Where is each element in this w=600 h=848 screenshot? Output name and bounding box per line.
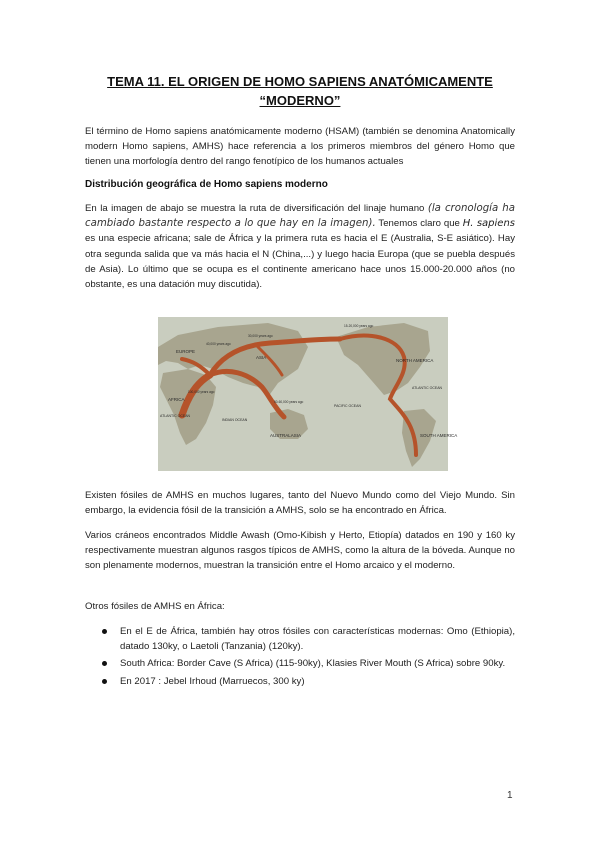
- dist-text-1: En la imagen de abajo se muestra la ruta de diversificación del linaje humano: [85, 203, 428, 214]
- label-asia: ASIA: [256, 355, 267, 360]
- label-australasia: AUSTRALASIA: [270, 433, 302, 438]
- label-south-america: SOUTH AMERICA: [420, 433, 458, 438]
- section-heading: Distribución geográfica de Homo sapiens moderno: [85, 179, 328, 190]
- title-line-2: “MODERNO”: [259, 93, 341, 108]
- document-title: [80, 72, 520, 110]
- bullet-item: [100, 656, 515, 671]
- species-name: H. sapiens: [462, 218, 515, 230]
- label-atlantic-right: ATLANTIC OCEAN: [412, 386, 443, 390]
- label-europe: EUROPE: [176, 349, 196, 354]
- fossils-paragraph: Existen fósiles de AMHS en muchos lugares, tanto del Nuevo Mundo como del Viejo Mundo. Sin embargo, la evidencia fósil de la transición a AMHS, solo se ha encontrado en África.: [85, 490, 515, 517]
- date-30k: 30,000 years ago: [248, 334, 273, 338]
- dist-text-3: es una especie africana; sale de África y la primera ruta es hacia el E (Australia, S-E asiático). Hay otra segunda salida que va más hacia el N (China,...) y luego hacia Europa (que se puebla después de Asia). Lo último que se ocupa es el continente americano hace unos 15.000-20.000 años (no obstante, es una datación muy discutida).: [85, 233, 515, 291]
- bullet-item: [100, 674, 515, 689]
- date-40k: 40,000 years ago: [206, 342, 231, 346]
- bullet-text: South Africa: Border Cave (S Africa) (115-90ky), Klasies River Mouth (S Africa) sobre 90ky.: [120, 658, 506, 670]
- bullet-dot: [102, 661, 107, 666]
- fossil-bullet-list: [100, 624, 515, 691]
- label-north-america: NORTH AMERICA: [396, 358, 434, 363]
- label-indian: INDIAN OCEAN: [222, 418, 248, 422]
- dist-text-2: Tenemos claro que: [375, 218, 463, 230]
- bullet-text: En el E de África, también hay otros fósiles con características modernas: Omo (Ethiopia), datado 130ky, o Laetoli (Tanzania) (120ky).: [120, 626, 515, 653]
- label-atlantic-left: ATLANTIC OCEAN: [160, 414, 191, 418]
- migration-map-svg: [158, 317, 458, 471]
- distribution-paragraph: [85, 201, 515, 292]
- bullet-text: En 2017 : Jebel Irhoud (Marruecos, 300 ky): [120, 675, 305, 687]
- date-100k: 100,000 years ago: [188, 390, 215, 394]
- page-number: 1: [507, 790, 513, 801]
- title-line-1: TEMA 11. EL ORIGEN DE HOMO SAPIENS ANATÓMICAMENTE: [107, 74, 493, 89]
- label-pacific: PACIFIC OCEAN: [334, 404, 361, 408]
- bullet-dot: [102, 679, 107, 684]
- date-15k: 15-20,000 years ago: [344, 324, 374, 328]
- intro-paragraph: El término de Homo sapiens anatómicamente moderno (HSAM) (también se denomina Anatomically modern Homo sapiens, AMHS) hace referencia a los primeros miembros del género Homo que tienen una morfología dentro del rango fenotípico de los humanos actuales: [85, 126, 515, 168]
- bullet-item: [100, 624, 515, 654]
- bullet-dot: [102, 629, 107, 634]
- label-africa: AFRICA: [168, 397, 185, 402]
- otros-heading: Otros fósiles de AMHS en África:: [85, 601, 225, 612]
- chronology-note: (la cronología ha cambiado bastante respecto a lo que hay en la imagen).: [85, 203, 515, 230]
- date-50k: 50-60,000 years ago: [274, 400, 304, 404]
- craneos-paragraph: Varios cráneos encontrados Middle Awash (Omo-Kibish y Herto, Etiopía) datados en 190 y 160 ky respectivamente muestran algunos rasgos típicos de AMHS, como la altura de la bóveda. Aunque no son plenamente modernos, muestran la transición entre el Homo arcaico y el moderno.: [85, 530, 515, 572]
- migration-map: [158, 317, 458, 471]
